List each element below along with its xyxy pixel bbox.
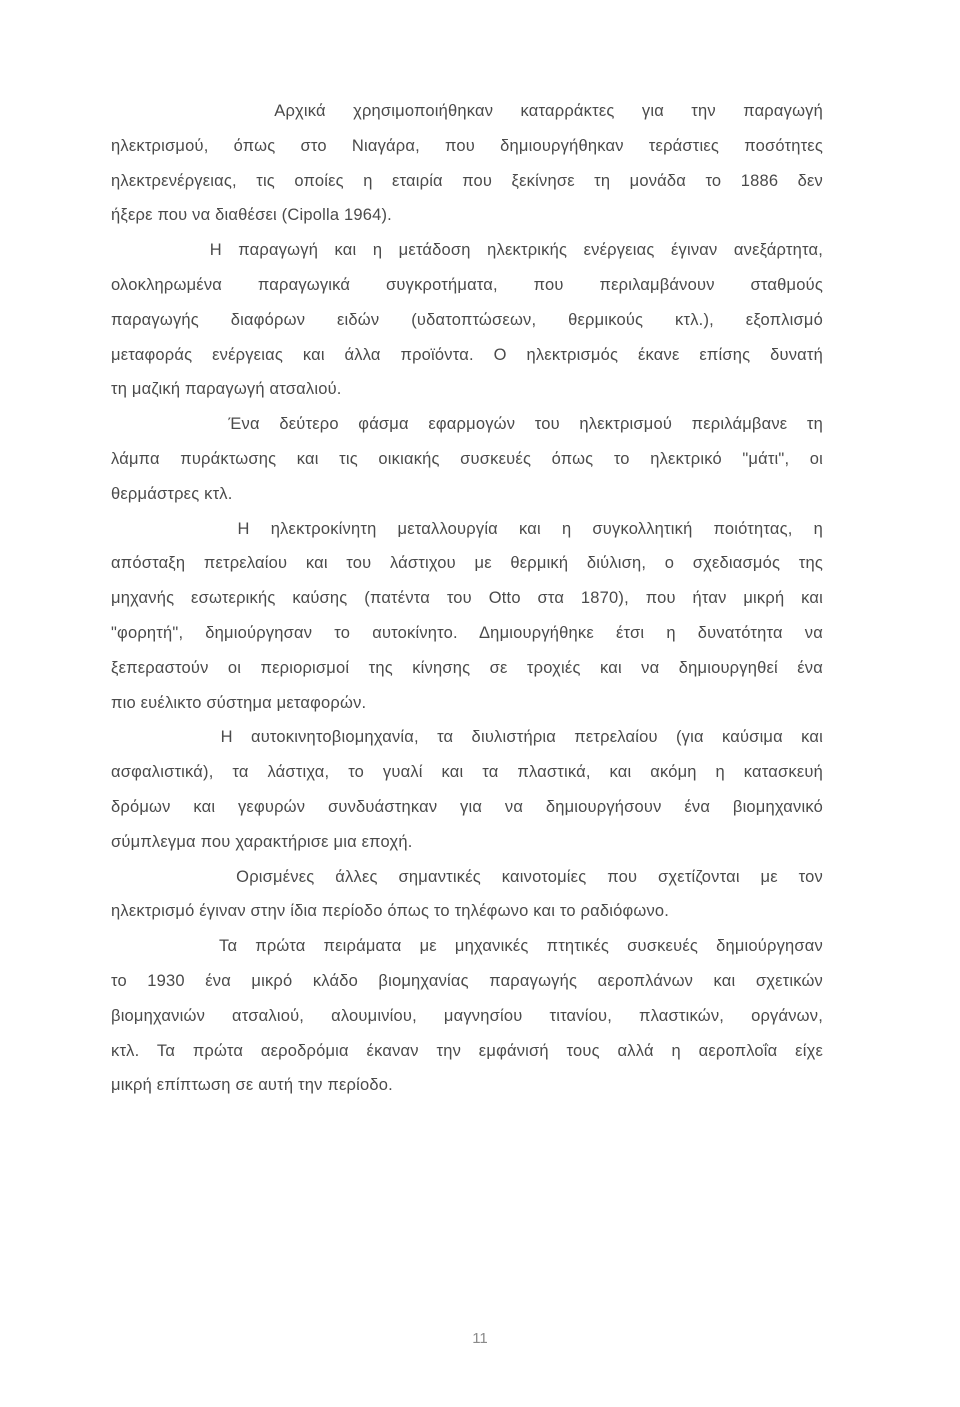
- text-line: ηλεκτρισμό έγιναν στην ίδια περίοδο όπως το τηλέφωνο και το ραδιόφωνο.: [111, 902, 670, 921]
- text-line: Ένα δεύτερο φάσμα εφαρμογών του ηλεκτρισμού περιλάμβανε τη: [111, 415, 823, 434]
- text-line: ήξερε που να διαθέσει (Cipolla 1964).: [111, 206, 392, 225]
- text-line: μηχανής εσωτερικής καύσης (πατέντα του Otto στα 1870), που ήταν μικρή και: [111, 589, 823, 608]
- text-line: μεταφοράς ενέργειας και άλλα προϊόντα. Ο ηλεκτρισμός έκανε επίσης δυνατή: [111, 345, 823, 364]
- text-line: θερμάστρες κτλ.: [111, 484, 233, 503]
- text-line: Η ηλεκτροκίνητη μεταλλουργία και η συγκολλητική ποιότητας, η: [111, 519, 823, 538]
- text-line: Η παραγωγή και η μετάδοση ηλεκτρικής ενέργειας έγιναν ανεξάρτητα,: [111, 241, 823, 260]
- page-number: 11: [472, 1330, 488, 1347]
- text-line: Η αυτοκινητοβιομηχανία, τα διυλιστήρια πετρελαίου (για καύσιμα και: [111, 728, 823, 747]
- text-line: πιο ευέλικτο σύστημα μεταφορών.: [111, 693, 367, 712]
- text-line: ηλεκτρενέργειας, τις οποίες η εταιρία που ξεκίνησε τη μονάδα το 1886 δεν: [111, 171, 823, 190]
- text-line: βιομηχανιών ατσαλιού, αλουμινίου, μαγνησίου τιτανίου, πλαστικών, οργάνων,: [111, 1006, 823, 1025]
- text-line: παραγωγής διαφόρων ειδών (υδατοπτώσεων, θερμικούς κτλ.), εξοπλισμό: [111, 310, 823, 329]
- text-line: ασφαλιστικά), τα λάστιχα, το γυαλί και τα πλαστικά, και ακόμη η κατασκευή: [111, 763, 823, 782]
- text-line: ξεπεραστούν οι περιορισμοί της κίνησης σε τροχιές και να δημιουργηθεί ένα: [111, 658, 823, 677]
- text-line: το 1930 ένα μικρό κλάδο βιομηχανίας παραγωγής αεροπλάνων και σχετικών: [111, 971, 823, 990]
- text-line: Τα πρώτα πειράματα με μηχανικές πτητικές συσκευές δημιούργησαν: [111, 937, 823, 956]
- text-line: τη μαζική παραγωγή ατσαλιού.: [111, 380, 342, 399]
- body-text: [111, 94, 823, 1103]
- text-line: Ορισμένες άλλες σημαντικές καινοτομίες που σχετίζονται με τον: [111, 867, 823, 886]
- text-line: "φορητή", δημιούργησαν το αυτοκίνητο. Δημιουργήθηκε έτσι η δυνατότητα να: [111, 623, 823, 642]
- text-line: απόσταξη πετρελαίου και του λάστιχου με θερμική διύλιση, ο σχεδιασμός της: [111, 554, 823, 573]
- text-line: κτλ. Τα πρώτα αεροδρόμια έκαναν την εμφάνισή τους αλλά η αεροπλοΐα είχε: [111, 1041, 823, 1060]
- text-line: ολοκληρωμένα παραγωγικά συγκροτήματα, που περιλαμβάνουν σταθμούς: [111, 275, 823, 294]
- text-line: μικρή επίπτωση σε αυτή την περίοδο.: [111, 1076, 393, 1095]
- text-line: ηλεκτρισμού, όπως στο Νιαγάρα, που δημιουργήθηκαν τεράστιες ποσότητες: [111, 136, 823, 155]
- text-line: Αρχικά χρησιμοποιήθηκαν καταρράκτες για την παραγωγή: [111, 102, 823, 120]
- text-line: λάμπα πυράκτωσης και τις οικιακής συσκευές όπως το ηλεκτρικό "μάτι", οι: [111, 449, 823, 468]
- text-line: δρόμων και γεφυρών συνδυάστηκαν για να δημιουργήσουν ένα βιομηχανικό: [111, 797, 823, 816]
- text-line: σύμπλεγμα που χαρακτήρισε μια εποχή.: [111, 832, 413, 851]
